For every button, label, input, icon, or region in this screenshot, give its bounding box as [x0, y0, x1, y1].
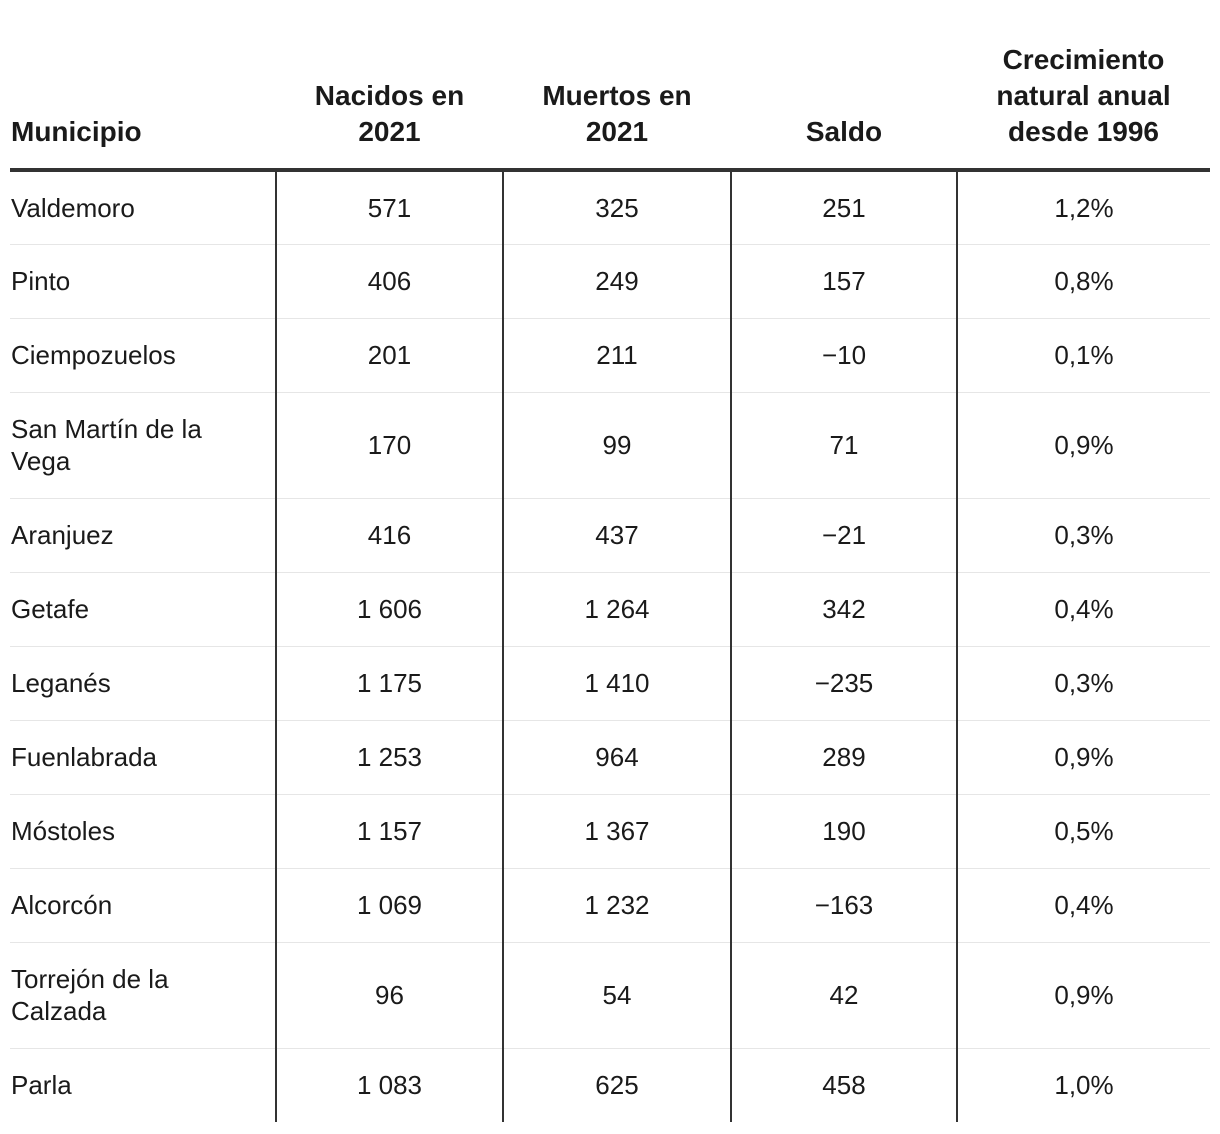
cell-nacidos [276, 244, 503, 318]
cell-muertos-value: 625 [595, 1070, 639, 1101]
cell-crecimiento [957, 498, 1210, 572]
cell-saldo-value: 190 [822, 816, 866, 846]
cell-muertos-value: 1 410 [584, 668, 650, 698]
cell-crecimiento [957, 1048, 1210, 1122]
cell-crecimiento [957, 572, 1210, 646]
cell-crecimiento-value: 0,4% [1054, 594, 1114, 624]
cell-nacidos [276, 646, 503, 720]
cell-crecimiento-value: 1,2% [1054, 192, 1114, 223]
table-row [10, 794, 1210, 868]
cell-muertos-value: 249 [595, 266, 639, 296]
cell-municipio [10, 170, 276, 244]
cell-nacidos [276, 572, 503, 646]
cell-municipio-value: Valdemoro [11, 192, 135, 223]
cell-muertos [503, 1048, 731, 1122]
cell-crecimiento-value: 0,3% [1054, 668, 1114, 698]
cell-saldo [731, 794, 957, 868]
cell-crecimiento [957, 720, 1210, 794]
cell-municipio [10, 720, 276, 794]
cell-nacidos [276, 170, 503, 244]
cell-nacidos [276, 794, 503, 868]
cell-nacidos [276, 868, 503, 942]
cell-crecimiento [957, 170, 1210, 244]
table-row [10, 244, 1210, 318]
cell-crecimiento-value: 0,5% [1054, 816, 1114, 846]
cell-saldo [731, 572, 957, 646]
cell-crecimiento-value: 0,4% [1054, 890, 1114, 920]
cell-municipio-value: Alcorcón [11, 890, 113, 920]
table-body [10, 170, 1210, 1122]
cell-nacidos [276, 1048, 503, 1122]
cell-muertos [503, 392, 731, 498]
cell-saldo-value: −10 [821, 340, 867, 370]
cell-muertos [503, 244, 731, 318]
cell-nacidos-value: 1 253 [356, 742, 423, 772]
cell-saldo-value: −163 [814, 890, 874, 920]
cell-saldo [731, 646, 957, 720]
table-row [10, 646, 1210, 720]
cell-nacidos [276, 392, 503, 498]
cell-saldo [731, 942, 957, 1048]
cell-nacidos-value: 201 [367, 340, 412, 370]
cell-muertos [503, 498, 731, 572]
table-row [10, 170, 1210, 244]
header-label: Muertos en 2021 [542, 80, 692, 147]
header-crecimiento[interactable] [957, 0, 1210, 170]
table-row [10, 318, 1210, 392]
cell-municipio [10, 572, 276, 646]
cell-nacidos-value: 1 083 [356, 1070, 423, 1101]
header-saldo[interactable] [731, 0, 957, 170]
cell-municipio-value: Fuenlabrada [11, 742, 157, 772]
cell-saldo [731, 868, 957, 942]
header-row [10, 0, 1210, 170]
cell-saldo [731, 244, 957, 318]
cell-muertos-value: 964 [595, 742, 639, 772]
cell-muertos-value: 1 367 [584, 816, 650, 846]
cell-crecimiento-value: 0,9% [1054, 430, 1114, 460]
cell-municipio-value: San Martín de la Vega [11, 414, 202, 476]
cell-saldo [731, 720, 957, 794]
cell-nacidos-value: 571 [367, 192, 412, 223]
cell-municipio [10, 392, 276, 498]
cell-saldo-value: 289 [822, 742, 866, 772]
cell-municipio-value: Leganés [11, 668, 111, 698]
cell-crecimiento [957, 942, 1210, 1048]
cell-saldo-value: 157 [822, 266, 866, 296]
cell-saldo [731, 318, 957, 392]
cell-muertos-value: 1 232 [584, 890, 650, 920]
cell-saldo-value: 42 [829, 980, 859, 1010]
births-deaths-table [10, 0, 1210, 1122]
header-municipio[interactable] [10, 0, 276, 170]
cell-crecimiento [957, 794, 1210, 868]
cell-crecimiento-value: 0,3% [1054, 520, 1114, 550]
cell-municipio-value: Aranjuez [11, 520, 114, 550]
table-row [10, 572, 1210, 646]
cell-saldo-value: 458 [822, 1070, 866, 1101]
cell-muertos-value: 325 [595, 192, 639, 223]
header-label: Saldo [805, 116, 883, 147]
table-row [10, 1048, 1210, 1122]
cell-crecimiento-value: 0,8% [1054, 266, 1114, 296]
cell-saldo-value: 251 [822, 192, 866, 223]
data-table-container [10, 0, 1210, 1122]
cell-municipio [10, 1048, 276, 1122]
cell-saldo [731, 170, 957, 244]
cell-crecimiento [957, 868, 1210, 942]
cell-saldo-value: 71 [829, 430, 859, 460]
table-header [10, 0, 1210, 170]
cell-crecimiento-value: 1,0% [1054, 1070, 1114, 1101]
header-label: Municipio [11, 116, 142, 147]
cell-muertos-value: 99 [602, 430, 632, 460]
cell-nacidos-value: 406 [367, 266, 412, 296]
cell-saldo [731, 1048, 957, 1122]
cell-muertos [503, 794, 731, 868]
cell-nacidos-value: 96 [375, 980, 404, 1010]
cell-crecimiento [957, 244, 1210, 318]
cell-municipio [10, 646, 276, 720]
header-label: Crecimiento natural anual desde 1996 [996, 44, 1171, 147]
cell-muertos-value: 437 [595, 520, 639, 550]
cell-muertos [503, 318, 731, 392]
cell-municipio [10, 244, 276, 318]
cell-saldo [731, 392, 957, 498]
cell-muertos [503, 868, 731, 942]
cell-crecimiento-value: 0,9% [1054, 980, 1114, 1010]
cell-crecimiento-value: 0,1% [1054, 340, 1114, 370]
cell-nacidos-value: 416 [367, 520, 412, 550]
cell-municipio-value: Pinto [11, 266, 71, 296]
cell-saldo-value: 342 [822, 594, 866, 624]
cell-saldo-value: −235 [814, 668, 874, 698]
table-row [10, 868, 1210, 942]
cell-crecimiento-value: 0,9% [1054, 742, 1114, 772]
header-nacidos[interactable] [276, 0, 503, 170]
header-label: Nacidos en 2021 [314, 80, 465, 147]
cell-municipio [10, 868, 276, 942]
cell-muertos [503, 720, 731, 794]
cell-nacidos-value: 170 [367, 430, 412, 460]
cell-nacidos [276, 498, 503, 572]
cell-muertos [503, 170, 731, 244]
cell-saldo-value: −21 [821, 520, 867, 550]
cell-nacidos [276, 318, 503, 392]
cell-municipio [10, 942, 276, 1048]
cell-municipio [10, 794, 276, 868]
cell-muertos [503, 646, 731, 720]
table-row [10, 392, 1210, 498]
cell-municipio [10, 318, 276, 392]
cell-saldo [731, 498, 957, 572]
cell-muertos-value: 211 [596, 340, 638, 370]
table-row [10, 498, 1210, 572]
cell-nacidos-value: 1 175 [356, 668, 423, 698]
cell-municipio-value: Torrejón de la Calzada [11, 964, 169, 1026]
cell-nacidos [276, 720, 503, 794]
header-muertos[interactable] [503, 0, 731, 170]
cell-muertos-value: 54 [602, 980, 632, 1010]
cell-nacidos-value: 1 069 [356, 890, 423, 920]
cell-muertos [503, 942, 731, 1048]
cell-municipio-value: Ciempozuelos [11, 340, 176, 370]
cell-crecimiento [957, 392, 1210, 498]
cell-muertos [503, 572, 731, 646]
cell-municipio-value: Parla [11, 1070, 72, 1101]
cell-nacidos-value: 1 606 [356, 594, 423, 624]
cell-muertos-value: 1 264 [584, 594, 650, 624]
table-row [10, 720, 1210, 794]
cell-nacidos [276, 942, 503, 1048]
cell-municipio-value: Móstoles [11, 816, 116, 846]
table-row [10, 942, 1210, 1048]
cell-municipio-value: Getafe [11, 594, 90, 624]
cell-municipio [10, 498, 276, 572]
cell-nacidos-value: 1 157 [356, 816, 423, 846]
cell-crecimiento [957, 318, 1210, 392]
cell-crecimiento [957, 646, 1210, 720]
